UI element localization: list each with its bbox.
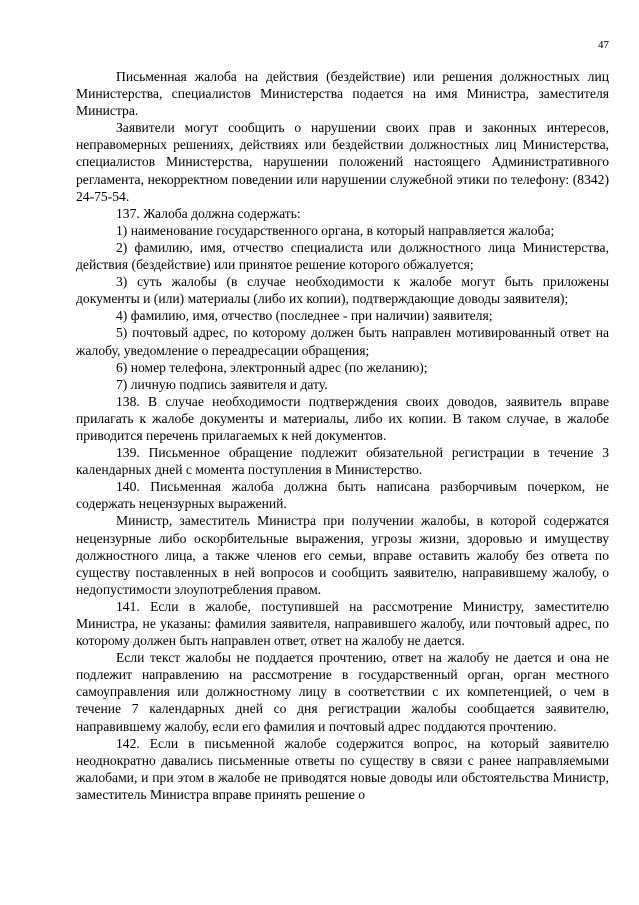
list-item: 4) фамилию, имя, отчество (последнее - при наличии) заявителя; [116,308,493,324]
paragraph: Министр, заместитель Министра при получении жалобы, в которой содержатся нецензурные либо оскорбительные выражения, угрозы жизни, здоровью и имуществу должностного лица, а также членов его семьи, вправе оставить жалобу без ответа по существу поставленных в ней вопросов и сообщить заявителю, направившему жалобу, о недопустимости злоупотребления правом. [76,513,609,597]
paragraph: 141. Если в жалобе, поступившей на рассмотрение Министру, заместителю Министра, не указаны: фамилия заявителя, направившего жалобу, или почтовый адрес, по которому должен быть направлен ответ, ответ на жалобу не дается. [76,598,609,649]
paragraph: Если текст жалобы не поддается прочтению, ответ на жалобу не дается и она не подлежит направлению на рассмотрение в государственный орган, орган местного самоуправления или должностному лицу в соответствии с их компетенцией, о чем в течение 7 календарных дней со дня регистрации жалобы сообщается заявителю, направившему жалобу, если его фамилия и почтовый адрес поддаются прочтению. [76,650,609,734]
list-item: 2) фамилию, имя, отчество специалиста или должностного лица Министерства, действия (бездействие) или принятое решение которого обжалуется; [76,239,609,273]
paragraph: 142. Если в письменной жалобе содержится вопрос, на который заявителю неоднократно давались письменные ответы по существу в связи с ранее направляемыми жалобами, и при этом в жалобе не приводятся новые доводы или обстоятельства Министр, заместитель Министра вправе принять решение о [76,735,609,802]
paragraph: 140. Письменная жалоба должна быть написана разборчивым почерком, не содержать нецензурных выражений. [76,479,609,512]
list-item: 6) номер телефона, электронный адрес (по желанию); [116,359,428,375]
paragraph: 137. Жалоба должна содержать: [116,205,301,221]
paragraph: 138. В случае необходимости подтверждения своих доводов, заявитель вправе прилагать к жалобе документы и материалы, либо их копии. В таком случае, в жалобе приводится перечень прилагаемых к ней документов. [76,393,609,443]
body-text [76,68,609,803]
page-number: 47 [598,39,609,51]
list-item: 1) наименование государственного органа, в который направляется жалоба; [116,222,555,238]
paragraph: Письменная жалоба на действия (бездействие) или решения должностных лиц Министерства, специалистов Министерства подается на имя Министра, заместителя Министра. [76,69,609,119]
list-item: 7) личную подпись заявителя и дату. [116,376,328,392]
paragraph: 139. Письменное обращение подлежит обязательной регистрации в течение 3 календарных дней с момента поступления в Министерство. [76,445,609,478]
list-item: 3) суть жалобы (в случае необходимости к жалобе могут быть приложены документы и (или) материалы (либо их копии), подтверждающие доводы заявителя); [76,274,609,307]
list-item: 5) почтовый адрес, по которому должен быть направлен мотивированный ответ на жалобу, уведомление о переадресации обращения; [76,325,609,358]
paragraph: Заявители могут сообщить о нарушении своих прав и законных интересов, неправомерных решениях, действиях или бездействии должностных лиц Министерства, специалистов Министерства, нарушении положений настоящего Административного регламента, некорректном поведении или нарушении служебной этики по телефону: (8342) 24-75-54. [76,120,609,204]
